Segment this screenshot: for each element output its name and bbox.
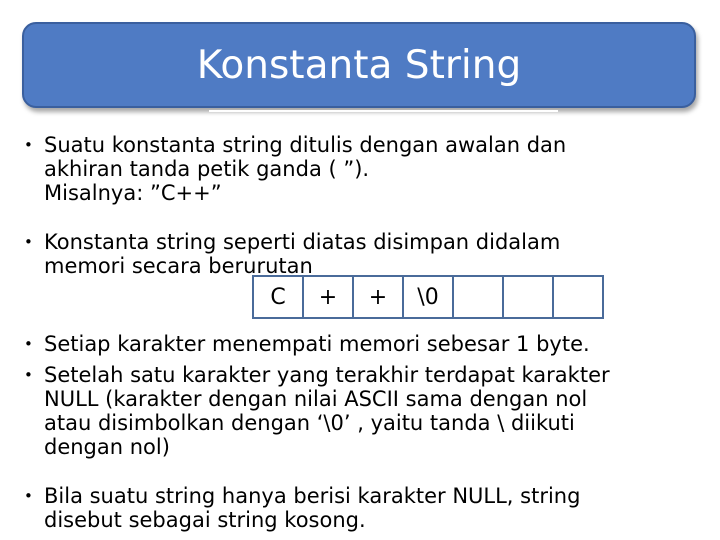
- bullet-line: Bila suatu string hanya berisi karakter NULL, string: [44, 484, 581, 508]
- memory-cell: C: [253, 276, 303, 318]
- bullet-dot: •: [24, 136, 33, 154]
- bullet-dot: •: [24, 366, 33, 384]
- title-box: [22, 22, 696, 108]
- bullet-line: Misalnya: ”C++”: [44, 181, 222, 205]
- bullet-item-1: [24, 133, 704, 205]
- bullet-item-4: [24, 363, 704, 459]
- bullet-line: dengan nol): [44, 435, 170, 459]
- memory-row: [253, 276, 603, 318]
- bullet-dot: •: [24, 233, 33, 251]
- title-underline: [209, 110, 558, 112]
- bullet-line: disebut sebagai string kosong.: [44, 508, 366, 532]
- bullet-line: Konstanta string seperti diatas disimpan didalam: [44, 230, 561, 254]
- memory-cell: +: [303, 276, 353, 318]
- memory-cell: \0: [403, 276, 453, 318]
- bullet-item-3: [24, 332, 704, 356]
- memory-cell: [553, 276, 603, 318]
- bullet-line: Setiap karakter menempati memori sebesar 1 byte.: [44, 332, 590, 356]
- bullet-dot: •: [24, 487, 33, 505]
- memory-cell: [453, 276, 503, 318]
- bullet-line: Suatu konstanta string ditulis dengan awalan dan: [44, 133, 567, 157]
- bullet-line: atau disimbolkan dengan ‘\0’ , yaitu tanda \ diikuti: [44, 411, 575, 435]
- memory-table: [252, 275, 604, 319]
- bullet-line: memori secara berurutan: [44, 254, 313, 278]
- memory-cell: +: [353, 276, 403, 318]
- bullet-item-2: [24, 230, 704, 278]
- bullet-dot: •: [24, 335, 33, 353]
- bullet-line: Setelah satu karakter yang terakhir terdapat karakter: [44, 363, 610, 387]
- memory-cell: [503, 276, 553, 318]
- bullet-item-5: [24, 484, 704, 532]
- slide-title: Konstanta String: [196, 43, 522, 88]
- bullet-line: NULL (karakter dengan nilai ASCII sama dengan nol: [44, 387, 588, 411]
- bullet-line: akhiran tanda petik ganda ( ”).: [44, 157, 370, 181]
